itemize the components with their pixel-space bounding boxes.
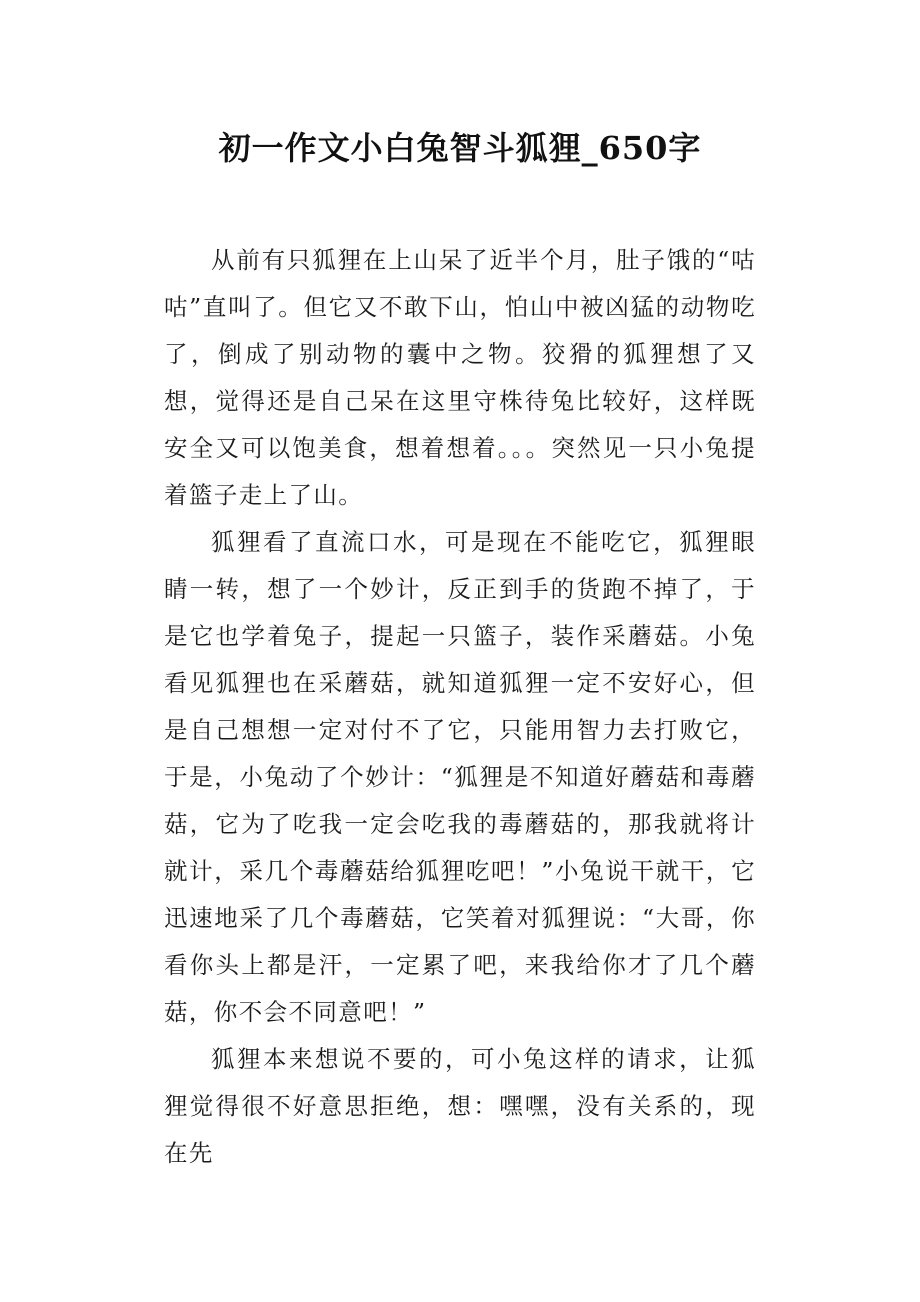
paragraph-3: 狐狸本来想说不要的，可小兔这样的请求，让狐狸觉得很不好意思拒绝，想：嘿嘿，没有关系的，现在先 — [164, 1045, 756, 1167]
paragraph-1: 从前有只狐狸在上山呆了近半个月，肚子饿的“咕咕”直叫了。但它又不敢下山，怕山中被凶猛的动物吃了，倒成了别动物的囊中之物。狡猾的狐狸想了又想，觉得还是自己呆在这里守株待兔比较好，这样既安全又可以饱美食，想着想着。。。突然见一只小兔提着篮子走上了山。 — [164, 246, 756, 509]
document-body — [164, 237, 756, 1177]
paragraph-2: 狐狸看了直流口水，可是现在不能吃它，狐狸眼睛一转，想了一个妙计，反正到手的货跑不掉了，于是它也学着兔子，提起一只篮子，装作采蘑菇。小兔看见狐狸也在采蘑菇，就知道狐狸一定不安好心，但是自己想想一定对付不了它，只能用智力去打败它，于是，小兔动了个妙计：“狐狸是不知道好蘑菇和毒蘑菇，它为了吃我一定会吃我的毒蘑菇的，那我就将计就计，采几个毒蘑菇给狐狸吃吧！”小兔说干就干，它迅速地采了几个毒蘑菇，它笑着对狐狸说：“大哥，你看你头上都是汗，一定累了吧，来我给你才了几个蘑菇，你不会不同意吧！” — [164, 528, 756, 1026]
document-title: 初一作文小白兔智斗狐狸_650字 — [218, 129, 702, 167]
